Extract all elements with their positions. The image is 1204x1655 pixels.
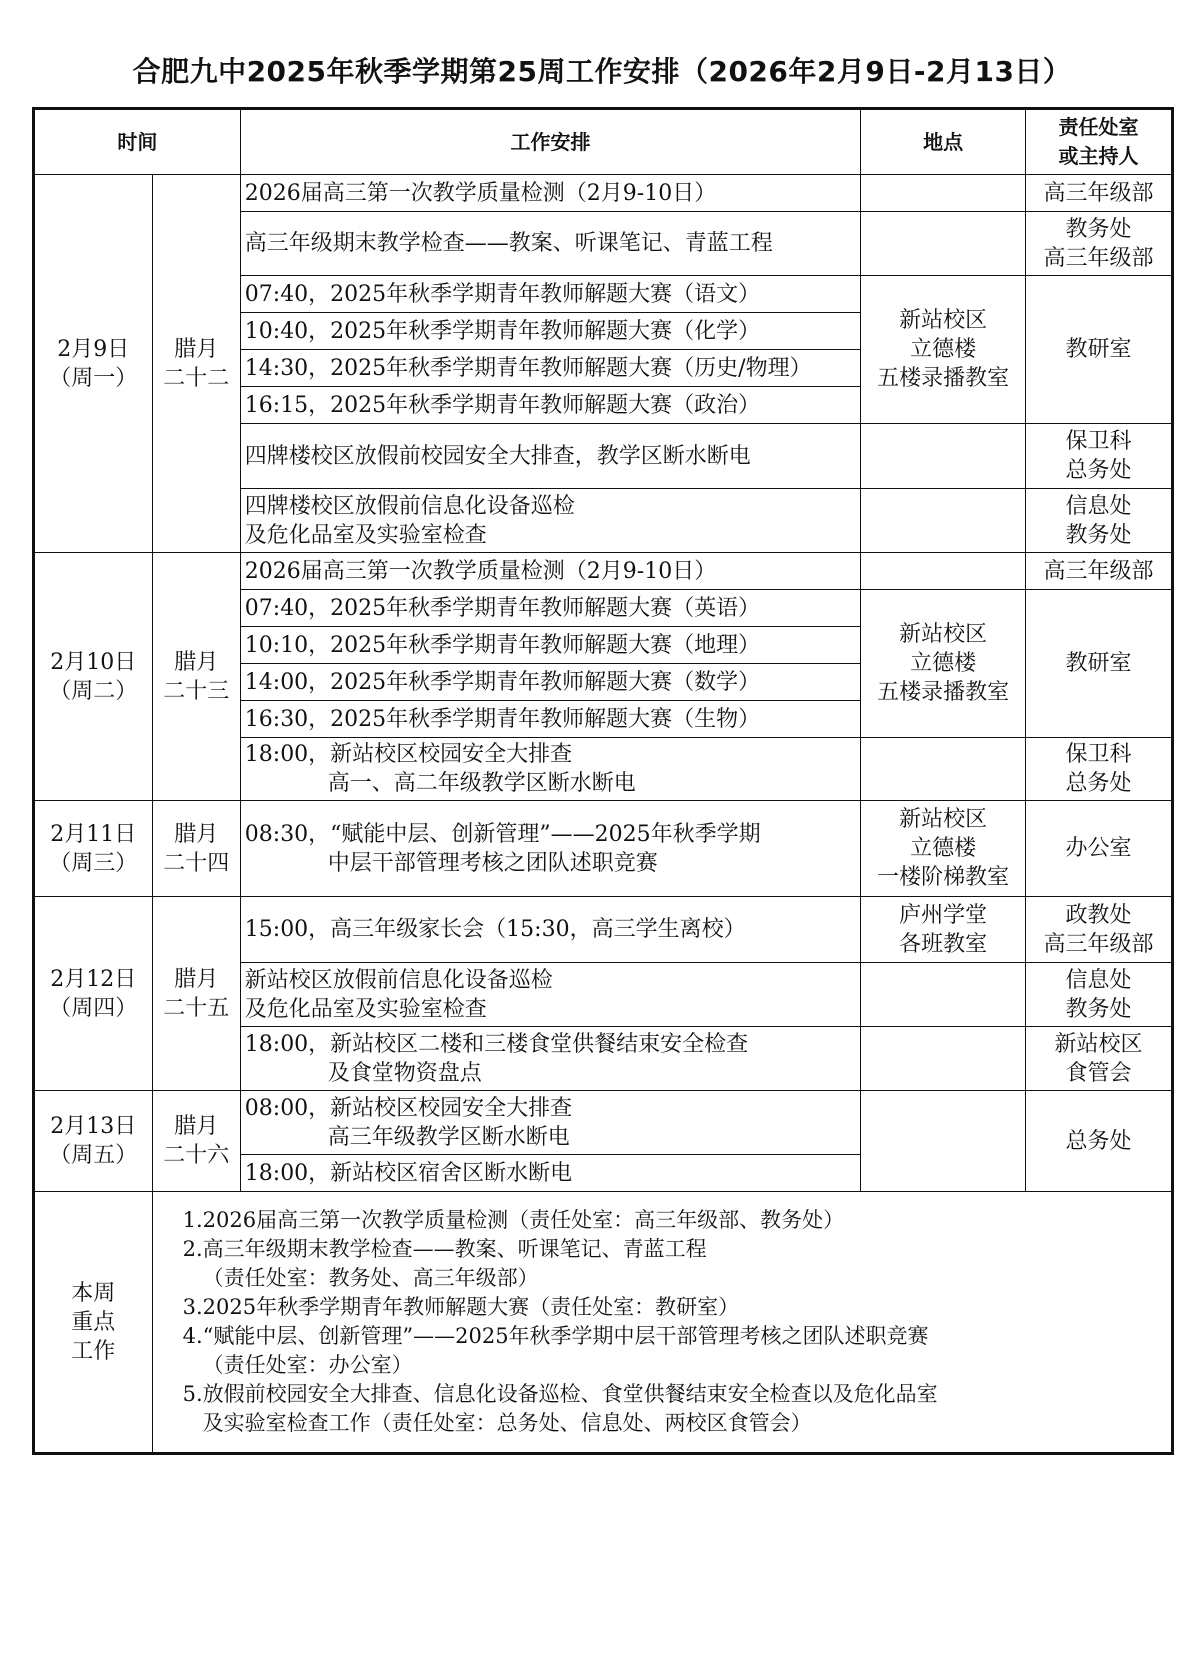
place-cell: 新站校区 立德楼 五楼录播教室 [861, 276, 1026, 424]
lunar-date-mon: 腊月 二十二 [152, 175, 240, 553]
dept-cell: 教研室 [1026, 276, 1173, 424]
dept-cell: 教务处 高三年级部 [1026, 212, 1173, 276]
focus-item: 5.放假前校园安全大排查、信息化设备巡检、食堂供餐结束安全检查以及危化品室 [182, 1382, 938, 1406]
place-cell: 新站校区 立德楼 五楼录播教室 [861, 590, 1026, 738]
table-row [34, 175, 1173, 212]
work-item: 2026届高三第一次教学质量检测（2月9-10日） [240, 175, 860, 212]
day-date-thu: 2月12日 （周四） [34, 897, 153, 1091]
table-row [34, 1091, 1173, 1155]
work-item: 四牌楼校区放假前信息化设备巡检 及危化品室及实验室检查 [240, 489, 860, 553]
dept-cell: 新站校区 食管会 [1026, 1027, 1173, 1091]
work-item: 2026届高三第一次教学质量检测（2月9-10日） [240, 553, 860, 590]
place-cell [861, 489, 1026, 553]
lunar-date-thu: 腊月 二十五 [152, 897, 240, 1091]
place-cell [861, 963, 1026, 1027]
place-cell [861, 738, 1026, 801]
focus-item: 2.高三年级期末教学检查——教案、听课笔记、青蓝工程 [182, 1237, 707, 1261]
focus-item: （责任处室：教务处、高三年级部） [202, 1266, 539, 1290]
dept-cell: 教研室 [1026, 590, 1173, 738]
work-item: 18:00，新站校区二楼和三楼食堂供餐结束安全检查 及食堂物资盘点 [240, 1027, 860, 1091]
focus-item: 4.“赋能中层、创新管理”——2025年秋季学期中层干部管理考核之团队述职竞赛 [182, 1324, 929, 1348]
header-row [34, 109, 1173, 175]
focus-item: 及实验室检查工作（责任处室：总务处、信息处、两校区食管会） [202, 1411, 812, 1435]
work-item: 18:00，新站校区校园安全大排查 高一、高二年级教学区断水断电 [240, 738, 860, 801]
header-place: 地点 [861, 109, 1026, 175]
schedule-table [32, 107, 1174, 1455]
header-time: 时间 [34, 109, 241, 175]
work-item: 10:40，2025年秋季学期青年教师解题大赛（化学） [240, 313, 860, 350]
focus-list [152, 1192, 1172, 1454]
table-row [34, 801, 1173, 897]
work-item: 15:00，高三年级家长会（15:30，高三学生离校） [240, 897, 860, 963]
work-item: 16:30，2025年秋季学期青年教师解题大赛（生物） [240, 701, 860, 738]
place-cell [861, 1027, 1026, 1091]
focus-row [34, 1192, 1173, 1454]
work-item: 14:00，2025年秋季学期青年教师解题大赛（数学） [240, 664, 860, 701]
dept-cell: 保卫科 总务处 [1026, 424, 1173, 489]
lunar-date-tue: 腊月 二十三 [152, 553, 240, 801]
table-row [34, 553, 1173, 590]
place-cell [861, 212, 1026, 276]
dept-cell: 政教处 高三年级部 [1026, 897, 1173, 963]
work-item: 07:40，2025年秋季学期青年教师解题大赛（英语） [240, 590, 860, 627]
work-item: 14:30，2025年秋季学期青年教师解题大赛（历史/物理） [240, 350, 860, 387]
header-dept: 责任处室 或主持人 [1026, 109, 1173, 175]
focus-label: 本周 重点 工作 [34, 1192, 153, 1454]
dept-cell: 高三年级部 [1026, 553, 1173, 590]
dept-cell: 信息处 教务处 [1026, 963, 1173, 1027]
focus-item: 1.2026届高三第一次教学质量检测（责任处室：高三年级部、教务处） [182, 1208, 845, 1232]
place-cell: 庐州学堂 各班教室 [861, 897, 1026, 963]
work-item: 16:15，2025年秋季学期青年教师解题大赛（政治） [240, 387, 860, 424]
place-cell [861, 175, 1026, 212]
work-item: 08:30，“赋能中层、创新管理”——2025年秋季学期 中层干部管理考核之团队述职竞赛 [240, 801, 860, 897]
lunar-date-fri: 腊月 二十六 [152, 1091, 240, 1192]
place-cell [861, 1091, 1026, 1192]
work-item: 10:10，2025年秋季学期青年教师解题大赛（地理） [240, 627, 860, 664]
day-date-tue: 2月10日 （周二） [34, 553, 153, 801]
day-date-fri: 2月13日 （周五） [34, 1091, 153, 1192]
focus-item: （责任处室：办公室） [202, 1353, 413, 1377]
dept-cell: 高三年级部 [1026, 175, 1173, 212]
work-item: 18:00，新站校区宿舍区断水断电 [240, 1155, 860, 1192]
work-item: 08:00，新站校区校园安全大排查 高三年级教学区断水断电 [240, 1091, 860, 1155]
place-cell [861, 553, 1026, 590]
focus-item: 3.2025年秋季学期青年教师解题大赛（责任处室：教研室） [182, 1295, 740, 1319]
page-title: 合肥九中2025年秋季学期第25周工作安排（2026年2月9日-2月13日） [132, 55, 1072, 88]
day-date-mon: 2月9日 （周一） [34, 175, 153, 553]
place-cell [861, 424, 1026, 489]
table-row [34, 897, 1173, 963]
dept-cell: 办公室 [1026, 801, 1173, 897]
work-item: 07:40，2025年秋季学期青年教师解题大赛（语文） [240, 276, 860, 313]
day-date-wed: 2月11日 （周三） [34, 801, 153, 897]
dept-cell: 总务处 [1026, 1091, 1173, 1192]
work-item: 新站校区放假前信息化设备巡检 及危化品室及实验室检查 [240, 963, 860, 1027]
work-item: 四牌楼校区放假前校园安全大排查，教学区断水断电 [240, 424, 860, 489]
header-work: 工作安排 [240, 109, 860, 175]
dept-cell: 保卫科 总务处 [1026, 738, 1173, 801]
work-item: 高三年级期末教学检查——教案、听课笔记、青蓝工程 [240, 212, 860, 276]
lunar-date-wed: 腊月 二十四 [152, 801, 240, 897]
dept-cell: 信息处 教务处 [1026, 489, 1173, 553]
place-cell: 新站校区 立德楼 一楼阶梯教室 [861, 801, 1026, 897]
